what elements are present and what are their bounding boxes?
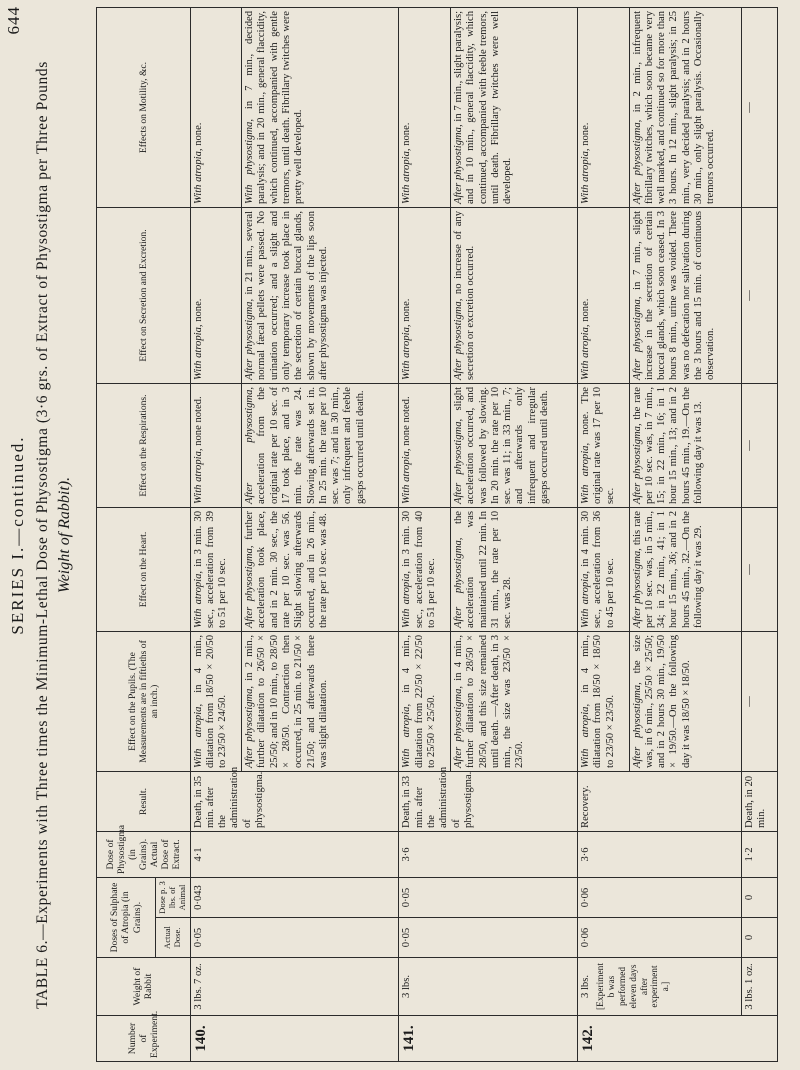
respiration-cell	[399, 383, 451, 507]
table-row	[741, 7, 777, 1061]
physostigma-dose: 3·6	[399, 831, 578, 877]
motility-prefix: With physostigma,	[244, 119, 256, 204]
physostigma-dose: 1·2	[741, 831, 777, 877]
motility-prefix: With atropia,	[580, 148, 592, 204]
respiration-prefix: With atropia,	[401, 448, 413, 504]
secretion-prefix: With atropia,	[192, 324, 204, 380]
respiration-prefix: After physostigma,	[631, 423, 643, 504]
motility-cell: —	[741, 7, 777, 207]
motility-prefix: With atropia,	[401, 148, 413, 204]
pupils-text: in 4 min., dilatation from 18/50 × 20/50 to 23/50 × 24/50.	[192, 634, 229, 768]
heart-cell	[399, 507, 451, 631]
respiration-cell: —	[741, 383, 777, 507]
pupils-prefix: With atropia,	[192, 703, 204, 768]
heart-cell: —	[741, 507, 777, 631]
respiration-text: none noted.	[401, 396, 413, 446]
pupils-prefix: With atropia,	[580, 703, 592, 768]
pupils-prefix: After physostigma,	[452, 685, 464, 768]
respiration-prefix: After physostigma,	[244, 386, 256, 504]
weight-note: [Experiment b was performed eleven days after experiment a.]	[596, 963, 672, 1010]
secretion-text: no increase of any secretion or excretion occurred.	[452, 210, 477, 380]
atropia-actual-dose: 0·06	[578, 918, 741, 958]
motility-text: none.	[580, 122, 592, 146]
secretion-prefix: With atropia,	[401, 324, 413, 380]
secretion-text: none.	[580, 298, 592, 322]
column-header-motility: Effects on Motility, &c.	[97, 7, 191, 207]
experiment-number: 142.	[578, 1016, 778, 1062]
pupils-text: in 4 min., further dilatation to 28/50 × 28/50, and this size remained until death. —After death, in 3 min., the size was 23/50 × 23/50.	[452, 634, 526, 768]
motility-text: in 7 min., decided paralysis; and in 20 min., general flaccidity, which continued, accompanied with gentle tremors, until death. Fibrillary twitches were pretty well developed.	[244, 10, 305, 204]
motility-prefix: After physostigma,	[631, 119, 643, 204]
secretion-prefix: After physostigma,	[244, 298, 256, 380]
heart-text: in 4 min. 30 sec., acceleration from 36 to 45 per 10 sec.	[580, 510, 616, 628]
atropia-actual-dose: 0	[741, 918, 777, 958]
heart-text: this rate per 10 sec. was, in 5 min., 34; in 22 min., 41; in 1 hour 15 min., 36; and in 2 hours 45 min., 32.—On the following day it was 29.	[631, 510, 704, 628]
heart-prefix: With atropia,	[192, 570, 204, 628]
column-header-atropia-actual: Actual Dose.	[156, 918, 191, 958]
column-header-heart: Effect on the Heart.	[97, 507, 191, 631]
respiration-text: none. The original rate was 17 per 10 sec.	[580, 386, 616, 504]
secretion-prefix: After physostigma,	[452, 298, 464, 380]
heart-text: in 3 min. 30 sec., acceleration from 39 to 51 per 10 sec.	[192, 510, 229, 628]
secretion-cell	[450, 207, 577, 383]
respiration-text: slight acceleration occurred, and was followed by slowing. In 20 min. the rate per 10 sec. was 11; in 33 min., 7; and afterwards only infrequent and irregular gasps occurred until death.	[452, 386, 550, 504]
heart-text: further acceleration took place, and in 2 min. 30 sec., the rate per 10 sec. was 56. Slight slowing afterwards occurred, and in 26 min., the rate per 10 sec. was 48.	[244, 510, 329, 628]
respiration-text: the rate per 10 sec. was, in 7 min., 15; in 22 min., 16; in 1 hour 15 min., 13; and in 2 hours 45 min., 19.—On the following day it was 13.	[631, 386, 704, 504]
rabbit-weight: 3 lbs.	[399, 958, 578, 1016]
pupils-cell	[242, 631, 399, 771]
rabbit-weight: 3 lbs. 7 oz.	[190, 958, 399, 1016]
motility-prefix: After physostigma,	[452, 124, 464, 204]
pupils-cell: —	[741, 631, 777, 771]
pupils-prefix: With atropia,	[401, 703, 413, 768]
heart-cell	[242, 507, 399, 631]
heart-prefix: After physostigma,	[631, 548, 643, 628]
column-header-secretion: Effect on Secretion and Excretion.	[97, 207, 191, 383]
experiment-number: 141.	[399, 1016, 578, 1062]
pupils-cell	[629, 631, 741, 771]
column-header-weight: Weight of Rabbit	[97, 958, 191, 1016]
physostigma-dose: 3·6	[578, 831, 741, 877]
pupils-cell	[399, 631, 451, 771]
motility-text: in 7 min., slight paralysis; and in 10 min., general flaccidity, which continued, accompanied with feeble tremors, until death. Fibrillary twitches were well developed.	[452, 10, 514, 204]
motility-cell	[629, 7, 741, 207]
result-cell: Death, in 20 min.	[741, 771, 777, 831]
experiments-table	[96, 7, 778, 1062]
physostigma-dose: 4·1	[190, 831, 399, 877]
secretion-cell: —	[741, 207, 777, 383]
heart-cell	[578, 507, 630, 631]
rabbit-weight-cell	[578, 958, 741, 1016]
pupils-cell	[450, 631, 577, 771]
column-header-result: Result.	[97, 771, 191, 831]
secretion-prefix: After physostigma,	[631, 296, 643, 380]
pupils-prefix: After physostigma,	[631, 682, 643, 768]
heart-cell	[190, 507, 242, 631]
pupils-text: in 2 min., further dilatation to 26/50 × 25/50; and in 10 min., to 28/50 × 28/50. Contraction then occurred, in 25 min. to 21/50 × 21/50; and afterwards there was slight dilatation.	[244, 634, 329, 768]
heart-prefix: With atropia,	[580, 570, 592, 628]
pupils-prefix: After physostigma,	[244, 685, 256, 768]
table-title: TABLE 6.—Experiments with Three times the Minimum-Lethal Dose of Physostigma (3·6 grs. of Extract of Physostigma per Three Pounds	[34, 61, 51, 1009]
motility-cell	[190, 7, 242, 207]
column-header-pupils: Effect on the Pupils. (The Measurements are in fiftieths of an inch.)	[97, 631, 191, 771]
column-header-atropia: Doses of Sulphate of Atropia (in Grains).	[97, 877, 156, 957]
pupils-cell	[578, 631, 630, 771]
atropia-dose-per-3-lbs: 0	[741, 877, 777, 917]
secretion-text: none.	[192, 298, 204, 322]
motility-text: in 2 min., infrequent fibrillary twitches, which soon became very well marked, and continued so for more than 3 hours. In 12 min., slight paralysis; in 25 min., very decided paralysis; and in 2 hours 30 min., only slight paralysis. Occasionally tremors occurred.	[631, 10, 717, 204]
result-cell: Recovery.	[578, 771, 741, 831]
respiration-cell	[578, 383, 630, 507]
atropia-dose-per-3-lbs: 0·043	[190, 877, 399, 917]
atropia-actual-dose: 0·05	[399, 918, 578, 958]
respiration-cell	[242, 383, 399, 507]
rabbit-weight: 3 lbs. 1 oz.	[741, 958, 777, 1016]
atropia-actual-dose: 0·05	[190, 918, 399, 958]
heart-text: the acceleration was maintained until 22 min. In 31 min., the rate per 10 sec. was 28.	[452, 510, 514, 628]
respiration-cell	[450, 383, 577, 507]
secretion-cell	[190, 207, 242, 383]
column-header-respiration: Effect on the Respirations.	[97, 383, 191, 507]
secretion-prefix: With atropia,	[580, 324, 592, 380]
respiration-text: acceleration from the original rate per 10 sec. of 17 took place, and in 3 min. the rate was 24. Slowing afterwards set in. In 25 min. the rate per 10 sec. was 7; and in 30 min., only infrequent and feeble gasps occurred until death.	[256, 386, 366, 504]
motility-text: none.	[401, 122, 413, 146]
series-heading: SERIES I.—continued.	[8, 435, 27, 635]
pupils-cell	[190, 631, 242, 771]
column-header-number: Number of Experiment.	[97, 1016, 191, 1062]
page-header	[0, 0, 100, 1070]
pupils-text: in 4 min., dilatation from 18/50 × 18/50 to 23/50 × 23/50.	[580, 634, 616, 768]
motility-cell	[450, 7, 577, 207]
secretion-text: none.	[401, 298, 413, 322]
motility-cell	[578, 7, 630, 207]
heart-text: in 3 min. 30 sec., acceleration from 40 to 51 per 10 sec.	[401, 510, 438, 628]
pupils-text: in 4 min., dilatation from 22/50 × 22/50 to 25/50 × 25/50.	[401, 634, 438, 768]
respiration-prefix: With atropia,	[580, 442, 592, 504]
respiration-prefix: After physostigma,	[452, 418, 464, 504]
motility-cell	[399, 7, 451, 207]
respiration-prefix: With atropia,	[192, 448, 204, 504]
secretion-cell	[629, 207, 741, 383]
table-row	[399, 7, 451, 1061]
motility-prefix: With atropia,	[192, 148, 204, 204]
heart-cell	[450, 507, 577, 631]
heart-prefix: After physostigma,	[244, 545, 256, 628]
heart-cell	[629, 507, 741, 631]
result-cell: Death, in 33 min. after the administration of physostigma.	[399, 771, 578, 831]
secretion-text: in 21 min., several normal fæcal pellets were passed. No urination occurred; and a slight and only temporary increase took place in the secretion of certain buccal glands, shown by movements of the lips soon after physostigma was injected.	[244, 210, 329, 380]
page-number: 644	[4, 6, 23, 35]
atropia-dose-per-3-lbs: 0·06	[578, 877, 741, 917]
respiration-text: none noted.	[192, 396, 204, 446]
respiration-cell	[190, 383, 242, 507]
table-row	[578, 7, 630, 1061]
respiration-cell	[629, 383, 741, 507]
secretion-cell	[242, 207, 399, 383]
result-cell: Death, in 35 min. after the administration of physostigma.	[190, 771, 399, 831]
table-row	[190, 7, 242, 1061]
heart-prefix: After physostigma,	[452, 537, 464, 628]
atropia-dose-per-3-lbs: 0·05	[399, 877, 578, 917]
table-subtitle: Weight of Rabbit).	[56, 476, 73, 594]
motility-cell	[242, 7, 399, 207]
table-header-row	[97, 7, 156, 1061]
motility-text: none.	[192, 122, 204, 146]
heart-prefix: With atropia,	[401, 570, 413, 628]
secretion-cell	[399, 207, 451, 383]
pupils-text: the size was, in 6 min., 25/50 × 25/50; and in 2 hours 30 min., 19/50 × 19/50.—On the following day it was 18/50 × 18/50.	[631, 634, 692, 768]
experiment-number: 140.	[190, 1016, 399, 1062]
rabbit-weight: 3 lbs.	[580, 975, 592, 998]
column-header-physostigma: Dose of Physostigma (in Grains). Actual Dose of Extract.	[97, 831, 191, 877]
secretion-text: in 7 min., slight increase in the secretion of certain buccal glands, which soon ceased. In 3 hours 8 min., urine was voided. There was no defecation nor salivation during the 3 hours and 15 min. of continuous observation.	[631, 210, 717, 380]
secretion-cell	[578, 207, 630, 383]
column-header-atropia-per3: Dose p. 3 lbs. of Animal	[156, 877, 191, 917]
